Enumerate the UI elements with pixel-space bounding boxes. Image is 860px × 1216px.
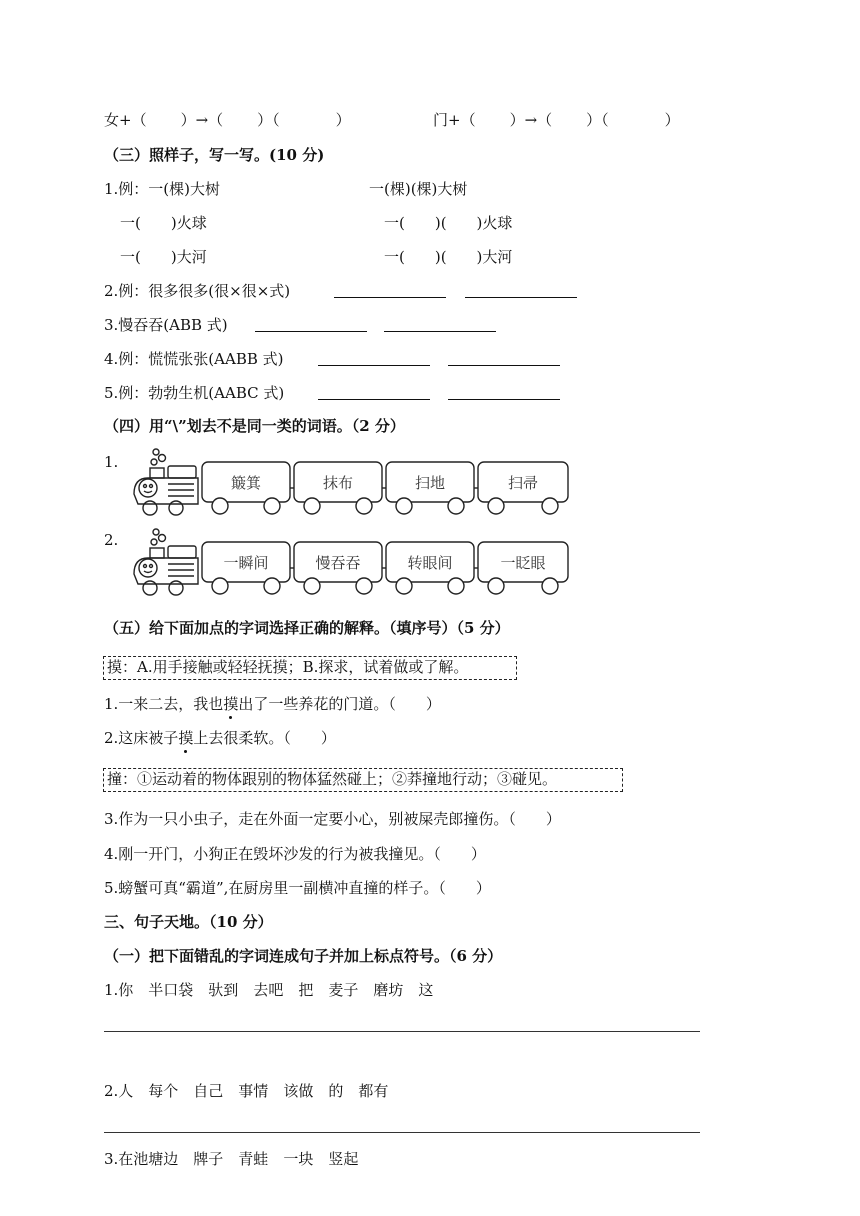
locomotive-icon (134, 529, 198, 595)
question-5-5: 5.螃蟹可真“霸道”,在厨房里一副横冲直撞的样子。（ ） (104, 879, 491, 897)
train-1 (128, 448, 578, 520)
train1-word[interactable]: 簸箕 (230, 474, 262, 492)
train1-word[interactable]: 扫地 (414, 474, 446, 492)
section3-heading: （三）照样子，写一写。(10 分) (104, 146, 325, 164)
train2-word[interactable]: 转眼间 (407, 554, 453, 572)
sentence-3: 3.在池塘边 牌子 青蛙 一块 竖起 (104, 1150, 359, 1168)
train1-word[interactable]: 抹布 (322, 474, 354, 492)
section5-heading: （五）给下面加点的字词选择正确的解释。（填序号）（5 分） (104, 619, 510, 637)
ex1-right: 一(棵)(棵)大树 (369, 180, 468, 198)
row1-left: 一( )火球 (120, 214, 207, 232)
row2-right: 一( )( )大河 (384, 248, 513, 266)
question-4: 4.例：慌慌张张(AABB 式) (104, 350, 284, 368)
answer-blank[interactable] (255, 317, 367, 332)
question-5-2: 2.这床被子摸上去很柔软。（ ） (104, 729, 336, 747)
train2-word[interactable]: 慢吞吞 (315, 554, 361, 572)
definition-box-mo: 摸：A.用手接触或轻轻抚摸；B.探求，试着做或了解。 (103, 656, 517, 680)
answer-line[interactable] (104, 1132, 700, 1133)
radical-row-left: 女+（ ）→（ ）（ ） (104, 111, 351, 129)
train1-word[interactable]: 扫帚 (507, 474, 539, 492)
train2-number: 2. (104, 531, 119, 549)
answer-blank[interactable] (318, 351, 430, 366)
part3-sub1: （一）把下面错乱的字词连成句子并加上标点符号。（6 分） (104, 947, 503, 965)
train1-number: 1. (104, 453, 119, 471)
dotted-char: 摸 (223, 695, 239, 713)
answer-line[interactable] (104, 1031, 700, 1032)
row2-left: 一( )大河 (120, 248, 207, 266)
definition-box-zhuang: 撞：①运动着的物体跟别的物体猛然碰上；②莽撞地行动；③碰见。 (103, 768, 623, 792)
question-5-4: 4.刚一开门，小狗正在毁坏沙发的行为被我撞见。（ ） (104, 845, 486, 863)
question-2: 2.例：很多很多(很×很×式) (104, 282, 291, 300)
question-3: 3.慢吞吞(ABB 式) (104, 316, 228, 334)
answer-blank[interactable] (465, 283, 577, 298)
sentence-2: 2.人 每个 自己 事情 该做 的 都有 (104, 1082, 389, 1100)
ex1-left: 1.例：一(棵)大树 (104, 180, 221, 198)
part3-heading: 三、句子天地。（10 分） (104, 913, 273, 931)
question-5-3: 3.作为一只小虫子，走在外面一定要小心，别被屎壳郎撞伤。（ ） (104, 810, 561, 828)
answer-blank[interactable] (318, 385, 430, 400)
train2-word[interactable]: 一眨眼 (500, 554, 546, 572)
train-2 (128, 528, 578, 600)
dotted-char: 摸 (178, 729, 194, 747)
question-5-1: 1.一来二去，我也摸出了一些养花的门道。（ ） (104, 695, 441, 713)
locomotive-icon (134, 449, 198, 515)
answer-blank[interactable] (334, 283, 446, 298)
sentence-1: 1.你 半口袋 驮到 去吧 把 麦子 磨坊 这 (104, 981, 434, 999)
train2-word[interactable]: 一瞬间 (223, 554, 269, 572)
question-5: 5.例：勃勃生机(AABC 式) (104, 384, 285, 402)
answer-blank[interactable] (384, 317, 496, 332)
answer-blank[interactable] (448, 385, 560, 400)
row1-right: 一( )( )火球 (384, 214, 513, 232)
answer-blank[interactable] (448, 351, 560, 366)
radical-row-right: 门+（ ）→（ ）（ ） (433, 111, 680, 129)
section4-heading: （四）用“\”划去不是同一类的词语。（2 分） (104, 417, 405, 435)
